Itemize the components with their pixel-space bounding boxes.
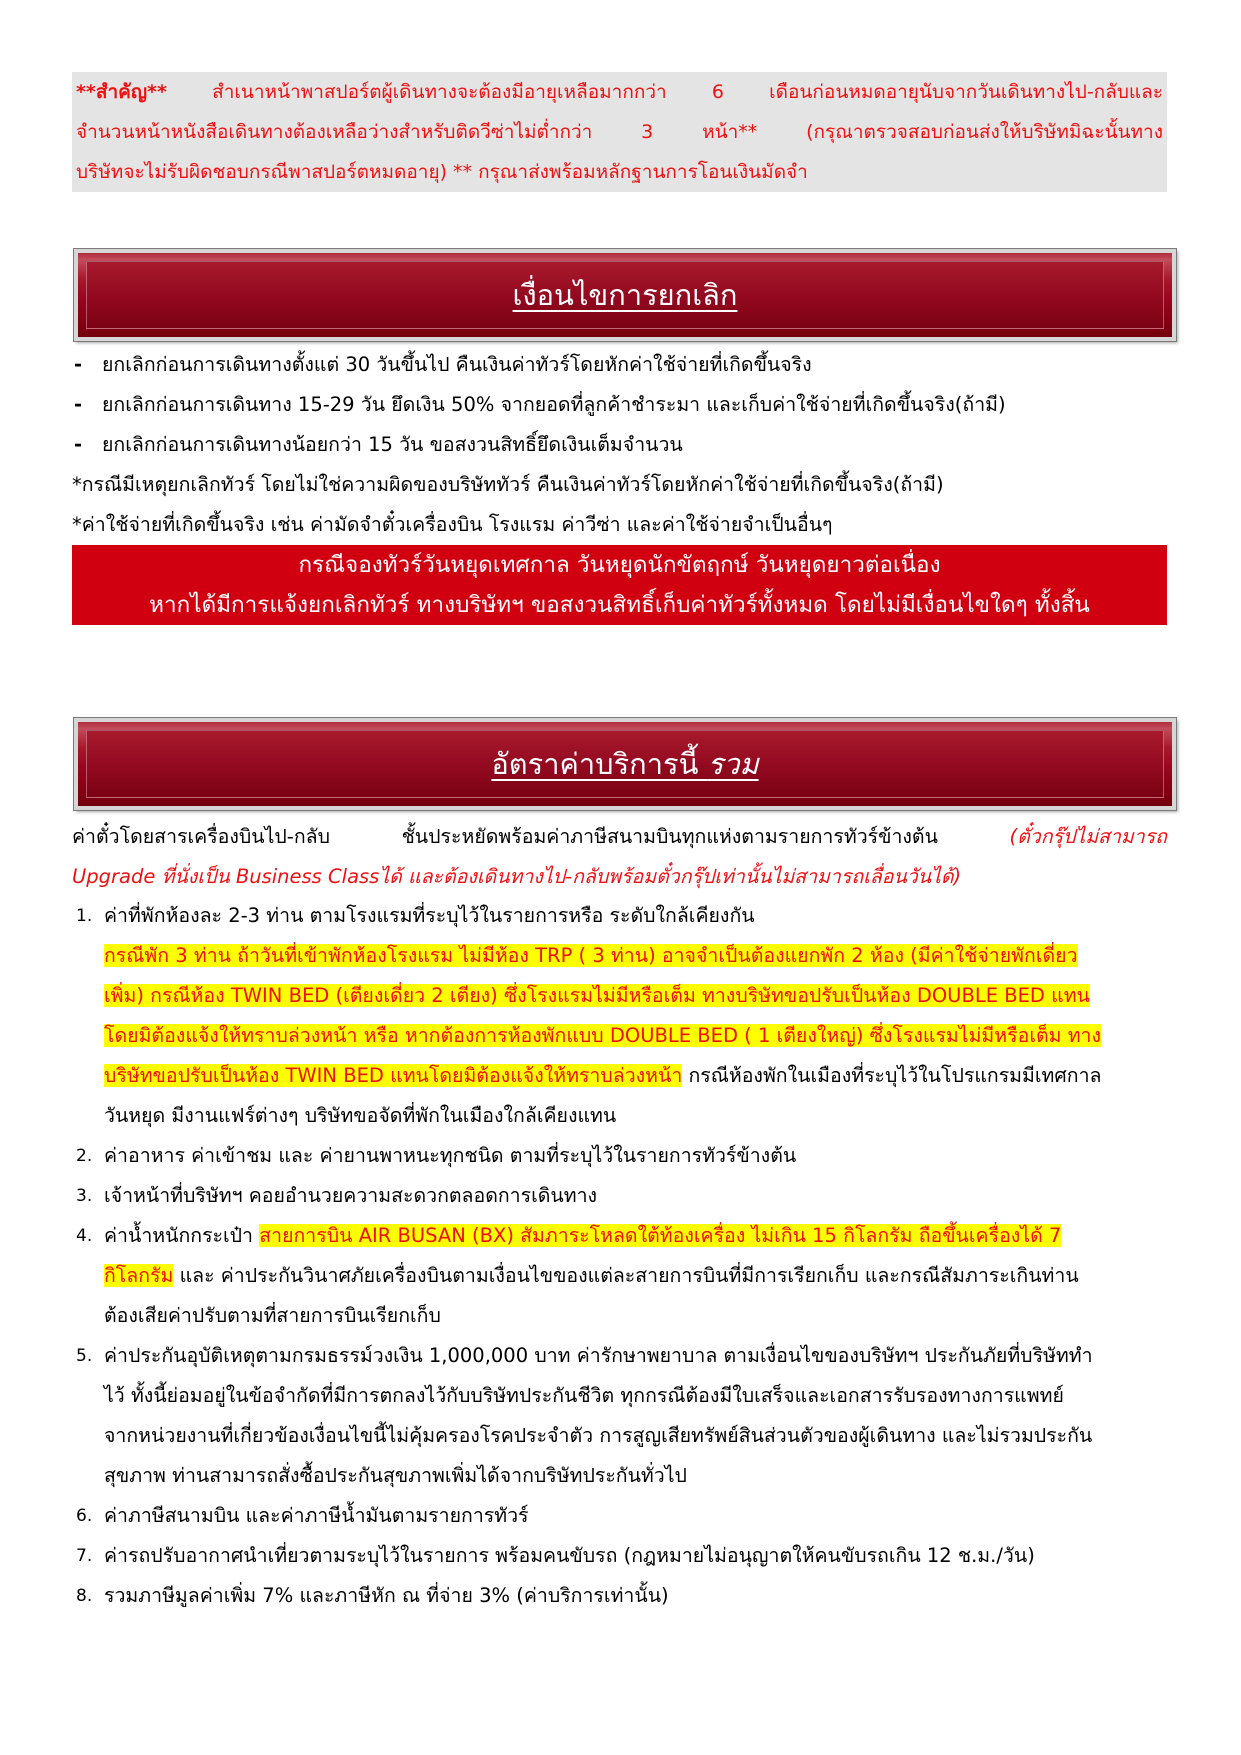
item-line: รวมภาษีมูลค่าเพิ่ม 7% และภาษีหัก ณ ที่จ่าย 3% (ค่าบริการเท่านั้น) (104, 1584, 669, 1607)
cancel-note: *กรณีมีเหตุยกเลิกทัวร์ โดยไม่ใช่ความผิดของบริษัททัวร์ คืนเงินค่าทัวร์โดยหักค่าใช้จ่ายที่เกิดขึ้นจริง(ถ้ามี) (72, 473, 944, 496)
item-line: ค่าภาษีสนามบิน และค่าภาษีน้ำมันตามรายการทัวร์ (104, 1504, 529, 1527)
notice-line: จำนวนหน้าหนังสือเดินทางต้องเหลือว่างสำหรับติดวีซ่าไม่ต่ำกว่า 3 หน้า** (กรุณาตรวจสอบก่อนส่งให้บริษัทมิฉะนั้นทาง (76, 121, 1163, 143)
item-number: 1. (76, 906, 93, 926)
cancel-item-text: ยกเลิกก่อนการเดินทางน้อยกว่า 15 วัน ขอสงวนสิทธิ์ยึดเงินเต็มจำนวน (102, 433, 683, 456)
item-line (104, 1056, 1167, 1096)
item-text: กรณีห้องพักในเมืองที่ระบุไว้ในโปรแกรมมีเทศกาล (682, 1064, 1102, 1087)
intro-line (72, 817, 1167, 857)
cancel-item-text: ยกเลิกก่อนการเดินทางตั้งแต่ 30 วันขึ้นไป คืนเงินค่าทัวร์โดยหักค่าใช้จ่ายที่เกิดขึ้นจริง (102, 353, 812, 376)
notice-line: บริษัทจะไม่รับผิดชอบกรณีพาสปอร์ตหมดอายุ) ** กรุณาส่งพร้อมหลักฐานการโอนเงินมัดจำ (76, 161, 808, 183)
rates-title-italic: รวม (707, 747, 759, 781)
item-line: จากหน่วยงานที่เกี่ยวข้องเงื่อนไขนี้ไม่คุ้มครองโรคประจำตัว การสูญเสียทรัพย์สินส่วนตัวของผู้เดินทาง และไม่รวมประกัน (104, 1424, 1093, 1447)
list-item (72, 1496, 1167, 1536)
item-line: วันหยุด มีงานแฟร์ต่างๆ บริษัทขอจัดที่พักในเมืองใกล้เคียงแทน (104, 1104, 617, 1127)
notice-text: สำเนาหน้าพาสปอร์ตผู้เดินทางจะต้องมีอายุเหลือมากกว่า 6 เดือนก่อนหมดอายุนับจากวันเดินทางไป-กลับและ (166, 81, 1163, 103)
banner-inner (86, 261, 1164, 329)
dash-bullet: - (74, 353, 83, 376)
rates-included-banner (74, 718, 1176, 810)
item-line: ค่าที่พักห้องละ 2-3 ท่าน ตามโรงแรมที่ระบุไว้ในรายการหรือ ระดับใกล้เคียงกัน (104, 904, 755, 927)
item-text: และ ค่าประกันวินาศภัยเครื่องบินตามเงื่อนไขของแต่ละสายการบินที่มีการเรียกเก็บ และกรณีสัมภาระเกินท่าน (173, 1264, 1079, 1287)
highlighted-text: บริษัทขอปรับเป็นห้อง TWIN BED แทนโดยมิต้องแจ้งให้ทราบล่วงหน้า (104, 1064, 683, 1087)
rates-included-list (72, 896, 1167, 1616)
intro-red-note: Upgrade ที่นั่งเป็น Business Classได้ และต้องเดินทางไป-กลับพร้อมตั๋วกรุ๊ปเท่านั้นไม่สามารถเลื่อนวันได้) (72, 865, 962, 888)
item-line (104, 936, 1167, 976)
rates-title-text: อัตราค่าบริการนี้ (491, 747, 708, 781)
holiday-policy-line: หากได้มีการแจ้งยกเลิกทัวร์ ทางบริษัทฯ ขอสงวนสิทธิ์เก็บค่าทัวร์ทั้งหมด โดยไม่มีเงื่อนไขใดๆ ทั้งสิ้น (149, 592, 1090, 618)
item-number: 4. (76, 1226, 93, 1246)
item-number: 2. (76, 1146, 93, 1166)
highlighted-text: สายการบิน AIR BUSAN (BX) สัมภาระโหลดใต้ท้องเครื่อง ไม่เกิน 15 กิโลกรัม ถือขึ้นเครื่องได้ 7 (259, 1224, 1062, 1247)
rates-included-title (491, 741, 758, 787)
dash-bullet: - (74, 393, 83, 416)
item-line: ค่ารถปรับอากาศนำเที่ยวตามระบุไว้ในรายการ พร้อมคนขับรถ (กฎหมายไม่อนุญาตให้คนขับรถเกิน 12 ช.ม./วัน) (104, 1544, 1035, 1567)
highlighted-text: เพิ่ม) กรณีห้อง TWIN BED (เตียงเดี่ยว 2 เตียง) ซึ่งโรงแรมไม่มีหรือเต็ม ทางบริษัทขอปรับเป็นห้อง DOUBLE BED แทน (104, 984, 1090, 1007)
cancel-conditions-title: เงื่อนไขการยกเลิก (512, 278, 738, 312)
item-number: 7. (76, 1546, 93, 1566)
item-line: ค่าประกันอุบัติเหตุตามกรมธรรม์วงเงิน 1,000,000 บาท ค่ารักษาพยาบาล ตามเงื่อนไขของบริษัทฯ ประกันภัยที่บริษัททำ (104, 1344, 1093, 1367)
list-item (72, 1576, 1167, 1616)
cancel-item-text: ยกเลิกก่อนการเดินทาง 15-29 วัน ยึดเงิน 50% จากยอดที่ลูกค้าชำระมา และเก็บค่าใช้จ่ายที่เกิดขึ้นจริง(ถ้ามี) (102, 393, 1006, 416)
list-item (72, 1216, 1167, 1336)
intro-red-note: (ตั๋วกรุ๊ปไม่สามารถ (1009, 825, 1167, 848)
list-item (72, 345, 1172, 385)
item-line: ต้องเสียค่าปรับตามที่สายการบินเรียกเก็บ (104, 1304, 441, 1327)
highlighted-text: กรณีพัก 3 ท่าน ถ้าวันที่เข้าพักห้องโรงแรม ไม่มีห้อง TRP ( 3 ท่าน) อาจจำเป็นต้องแยกพัก 2 ห้อง (มีค่าใช้จ่ายพักเดี่ยว (104, 944, 1078, 967)
banner-inner (86, 730, 1164, 798)
list-item (72, 1136, 1167, 1176)
list-item (72, 1336, 1167, 1496)
item-line (104, 1016, 1167, 1056)
item-number: 8. (76, 1586, 93, 1606)
notice-important-label: **สำคัญ** (76, 81, 167, 103)
holiday-policy-line: กรณีจองทัวร์วันหยุดเทศกาล วันหยุดนักขัตฤกษ์ วันหยุดยาวต่อเนื่อง (298, 552, 941, 578)
item-line: เจ้าหน้าที่บริษัทฯ คอยอำนวยความสะดวกตลอดการเดินทาง (104, 1184, 598, 1207)
item-line: สุขภาพ ท่านสามารถสั่งซื้อประกันสุขภาพเพิ่มได้จากบริษัทประกันทั่วไป (104, 1464, 687, 1487)
highlighted-text: โดยมิต้องแจ้งให้ทราบล่วงหน้า หรือ หากต้องการห้องพักแบบ DOUBLE BED ( 1 เตียงใหญ่) ซึ่งโรงแรมไม่มีหรือเต็ม ทาง (104, 1024, 1102, 1047)
list-item (72, 1176, 1167, 1216)
dash-bullet: - (74, 433, 83, 456)
item-text: ค่าน้ำหนักกระเป๋า (104, 1224, 260, 1247)
passport-notice (72, 72, 1167, 192)
list-item (72, 385, 1172, 425)
intro-text: ค่าตั๋วโดยสารเครื่องบินไป-กลับ ชั้นประหยัดพร้อมค่าภาษีสนามบินทุกแห่งตามรายการทัวร์ข้างต้น (72, 825, 1010, 848)
item-line: ไว้ ทั้งนี้ย่อมอยู่ในข้อจำกัดที่มีการตกลงไว้กับบริษัทประกันชีวิต ทุกกรณีต้องมีใบเสร็จและเอกสารรับรองทางการแพทย์ (104, 1384, 1064, 1407)
notice-line (76, 72, 1163, 112)
holiday-policy-box (72, 545, 1167, 625)
cancel-note: *ค่าใช้จ่ายที่เกิดขึ้นจริง เช่น ค่ามัดจำตั๋วเครื่องบิน โรงแรม ค่าวีซ่า และค่าใช้จ่ายจำเป็นอื่นๆ (72, 513, 833, 536)
item-line: ค่าอาหาร ค่าเข้าชม และ ค่ายานพาหนะทุกชนิด ตามที่ระบุไว้ในรายการทัวร์ข้างต้น (104, 1144, 797, 1167)
cancel-conditions-banner (74, 249, 1176, 341)
cancel-conditions-list (72, 345, 1172, 545)
intro-line (72, 857, 1167, 897)
rates-intro (72, 817, 1167, 897)
item-number: 3. (76, 1186, 93, 1206)
item-number: 5. (76, 1346, 93, 1366)
list-item (72, 425, 1172, 465)
list-item (72, 896, 1167, 1136)
item-line (104, 1216, 1167, 1256)
item-line (104, 1256, 1167, 1296)
item-number: 6. (76, 1506, 93, 1526)
list-item (72, 1536, 1167, 1576)
highlighted-text: กิโลกรัม (104, 1264, 174, 1287)
item-line (104, 976, 1167, 1016)
